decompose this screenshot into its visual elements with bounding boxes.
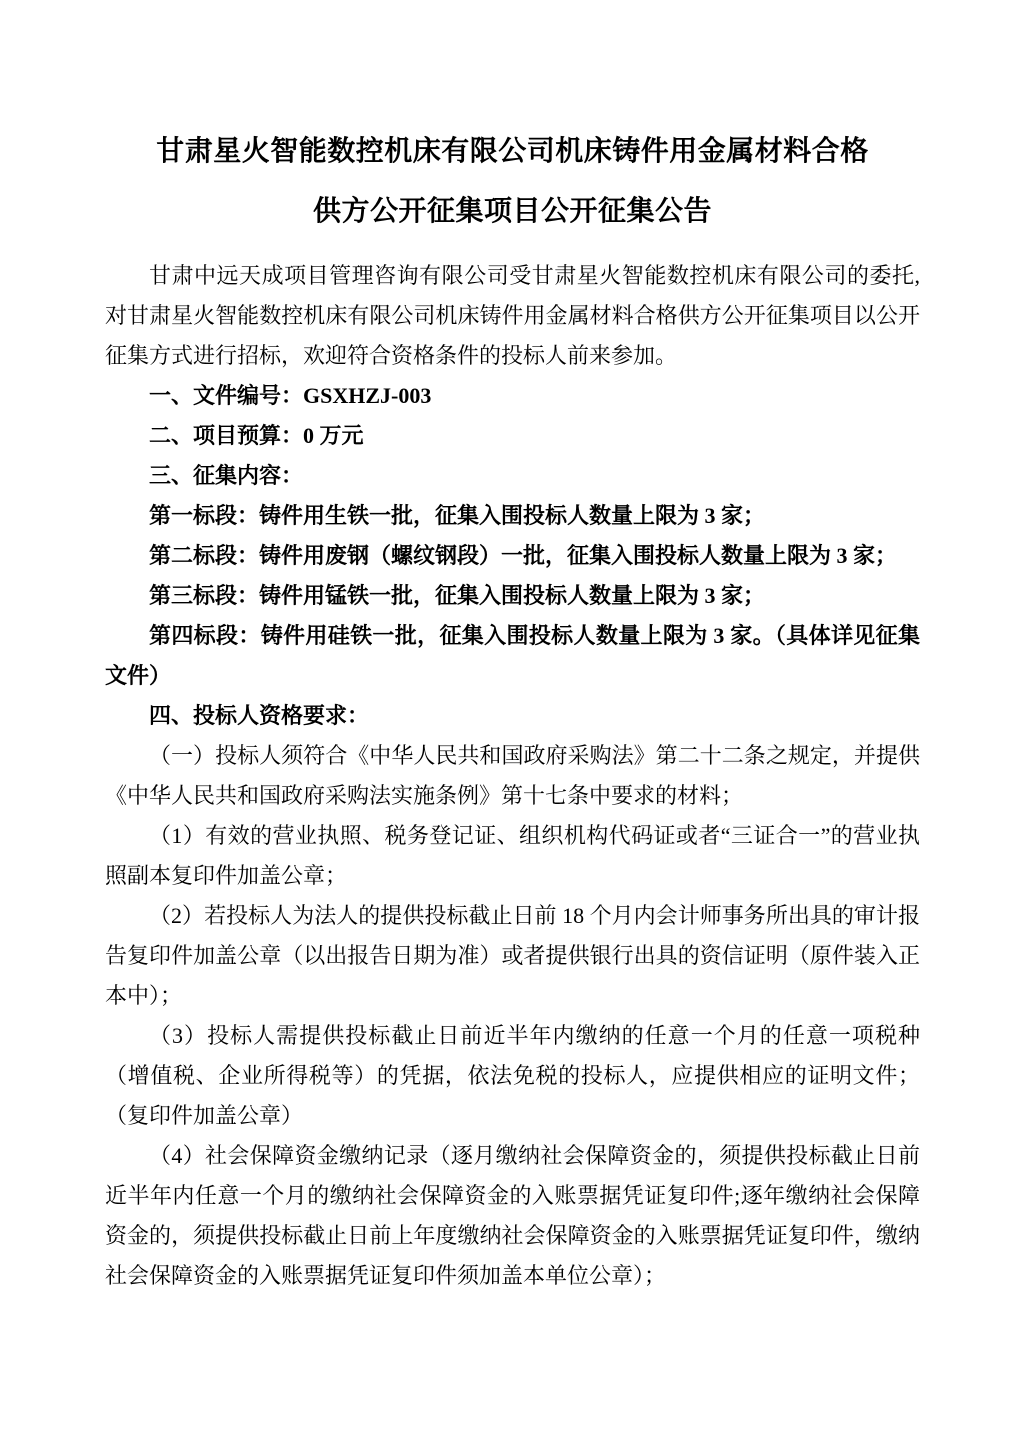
qualification-sub-2: （2）若投标人为法人的提供投标截止日前 18 个月内会计师事务所出具的审计报告复印件加盖公章（以出报告日期为准）或者提供银行出具的资信证明（原件装入正本中）；: [105, 903, 920, 1008]
title-line-2: 供方公开征集项目公开征集公告: [312, 196, 712, 227]
document-title: [105, 122, 920, 242]
qualification-sub-1: （1）有效的营业执照、税务登记证、组织机构代码证或者“三证合一”的营业执照副本复印件加盖公章；: [105, 823, 920, 888]
budget-line: 二、项目预算：0 万元: [149, 423, 364, 448]
lot-4-line: 第四标段：铸件用硅铁一批，征集入围投标人数量上限为 3 家。（具体详见征集文件）: [105, 623, 920, 688]
lot-1-line: 第一标段：铸件用生铁一批，征集入围投标人数量上限为 3 家；: [149, 503, 766, 528]
qualification-item-1: （一）投标人须符合《中华人民共和国政府采购法》第二十二条之规定，并提供《中华人民共和国政府采购法实施条例》第十七条中要求的材料；: [105, 743, 920, 808]
file-number-line: 一、文件编号：GSXHZJ-003: [149, 383, 432, 408]
lot-2-line: 第二标段：铸件用废钢（螺纹钢段）一批，征集入围投标人数量上限为 3 家；: [149, 543, 898, 568]
collection-content-heading: 三、征集内容：: [149, 463, 304, 488]
lot-3-line: 第三标段：铸件用锰铁一批，征集入围投标人数量上限为 3 家；: [149, 583, 766, 608]
qualification-sub-4: （4）社会保障资金缴纳记录（逐月缴纳社会保障资金的，须提供投标截止日前近半年内任意一个月的缴纳社会保障资金的入账票据凭证复印件;逐年缴纳社会保障资金的，须提供投标截止日前上年度缴纳社会保障资金的入账票据凭证复印件，缴纳社会保障资金的入账票据凭证复印件须加盖本单位公章）；: [105, 1143, 920, 1288]
qualification-heading: 四、投标人资格要求：: [149, 703, 370, 728]
qualification-sub-3: （3）投标人需提供投标截止日前近半年内缴纳的任意一个月的任意一项税种（增值税、企业所得税等）的凭据，依法免税的投标人，应提供相应的证明文件；（复印件加盖公章）: [105, 1023, 920, 1128]
title-line-1: 甘肃星火智能数控机床有限公司机床铸件用金属材料合格: [156, 136, 869, 167]
intro-paragraph: 甘肃中远天成项目管理咨询有限公司受甘肃星火智能数控机床有限公司的委托,对甘肃星火智能数控机床有限公司机床铸件用金属材料合格供方公开征集项目以公开征集方式进行招标，欢迎符合资格条件的投标人前来参加。: [105, 263, 920, 368]
